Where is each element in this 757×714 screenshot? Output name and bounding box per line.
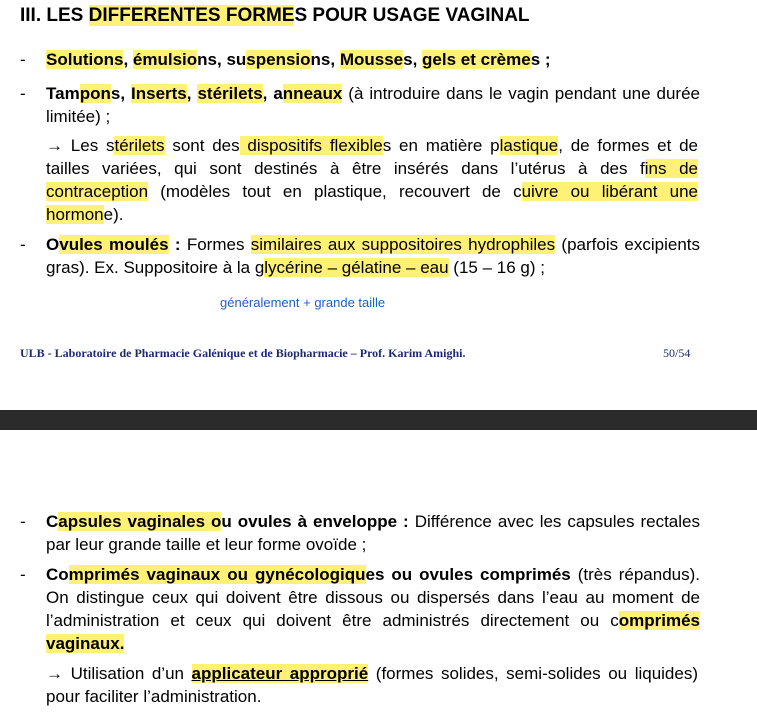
text: (très répandus). On distingue ceux qui doivent être dissous ou dispersés dans l’eau au moment de l’administration et ceux qui doivent être administrés directement ou c: [46, 565, 701, 630]
highlight: térilets: [114, 136, 165, 155]
page-number: 50/54: [663, 346, 691, 360]
highlight: nneaux: [282, 84, 343, 103]
text: , de formes et de tailles variées, qui sont destinés à être insérés dans l’utérus à des f: [46, 136, 698, 178]
sterilets-paragraph: [46, 134, 698, 226]
highlight: stérilets: [197, 84, 263, 103]
list-dash: -: [20, 565, 26, 584]
list-dash: -: [20, 512, 26, 531]
text: Co: [46, 565, 69, 584]
list-dash: -: [20, 84, 26, 103]
text: es ou ovules comprimés: [365, 565, 571, 584]
text: , a: [262, 84, 283, 103]
heading-prefix: III. LES: [20, 5, 89, 26]
text: Utilisation d’un: [70, 664, 192, 683]
text: s,: [403, 50, 423, 69]
text: s en matière p: [382, 136, 500, 155]
text: (à introduire dans le vagin pendant une durée limitée) ;: [46, 84, 700, 126]
section-heading: [20, 5, 530, 27]
list-item-solutions: [20, 48, 700, 71]
list-item-text: [46, 510, 700, 556]
text: Différence avec les capsules rectales par leur grande taille et leur forme ovoïde ;: [46, 512, 700, 554]
highlight: vules moulés: [59, 235, 169, 254]
handwritten-note: généralement + grande taille: [220, 295, 386, 310]
list-item-ovules-moules: [20, 233, 700, 279]
slide-page-51: [0, 430, 757, 714]
text: Tam: [46, 84, 80, 103]
text: (modèles tout en plastique, recouvert de c: [148, 182, 522, 201]
text: e).: [103, 205, 124, 224]
highlight: dispositifs flexible: [239, 136, 383, 155]
text: ns, su: [197, 50, 247, 69]
highlight: ins de contraception: [46, 159, 698, 201]
applicator-paragraph: [46, 662, 698, 708]
highlight: uivre ou libérant une hormon: [46, 182, 698, 224]
text: s: [110, 84, 121, 103]
highlight: Inserts: [131, 84, 187, 103]
list-dash: -: [20, 50, 26, 69]
highlight: lastique: [499, 136, 559, 155]
highlight: pon: [79, 84, 111, 103]
highlight: apsules vaginales o: [58, 512, 222, 531]
highlight: similaires aux suppositoires hydrophiles: [250, 235, 556, 254]
heading-highlight: DIFFERENTES FORME: [88, 5, 295, 26]
list-dash: -: [20, 235, 26, 254]
list-item-text: [46, 233, 700, 279]
footer-institution: ULB - Laboratoire de Pharmacie Galénique et de Biopharmacie – Prof. Karim Amighi.: [20, 346, 466, 360]
text: (formes solides, semi-solides ou liquides) pour faciliter l’administration.: [46, 664, 698, 706]
text: (parfois excipients gras). Ex. Suppositoire à la g: [46, 235, 701, 277]
arrow-icon: →: [46, 136, 71, 155]
highlight: spensio: [246, 50, 311, 69]
text: sont des: [164, 136, 240, 155]
list-item-text: [46, 82, 700, 128]
highlight: lycérine – gélatine – eau: [264, 258, 449, 277]
highlight: omprimés vaginaux.: [46, 611, 700, 653]
text: ,: [186, 84, 198, 103]
highlight: Solutions: [46, 50, 124, 69]
text: ,: [123, 50, 133, 69]
text: :: [168, 235, 187, 254]
list-item-comprimes: [20, 563, 700, 655]
text: ,: [120, 84, 132, 103]
highlight: Mousse: [339, 50, 404, 69]
text: Les s: [70, 136, 115, 155]
list-item-capsules: [20, 510, 700, 556]
list-item-tampons: [20, 82, 700, 128]
arrow-icon: →: [46, 664, 71, 683]
text: Formes: [186, 235, 251, 254]
text: C: [46, 512, 59, 531]
highlight: applicateur approprié: [191, 664, 369, 683]
heading-suffix: S POUR USAGE VAGINAL: [294, 5, 530, 26]
text: u ovules à enveloppe :: [221, 512, 415, 531]
text: (15 – 16 g) ;: [448, 258, 545, 277]
text: ns,: [310, 50, 340, 69]
list-item-text: [46, 48, 700, 71]
list-item-text: [46, 563, 700, 655]
highlight: mprimés vaginaux ou gynécologiqu: [68, 565, 366, 584]
highlight: gels et crème: [422, 50, 531, 69]
text: s ;: [530, 50, 551, 69]
page-divider: [0, 410, 757, 430]
highlight: émulsio: [132, 50, 198, 69]
text: O: [46, 235, 60, 254]
